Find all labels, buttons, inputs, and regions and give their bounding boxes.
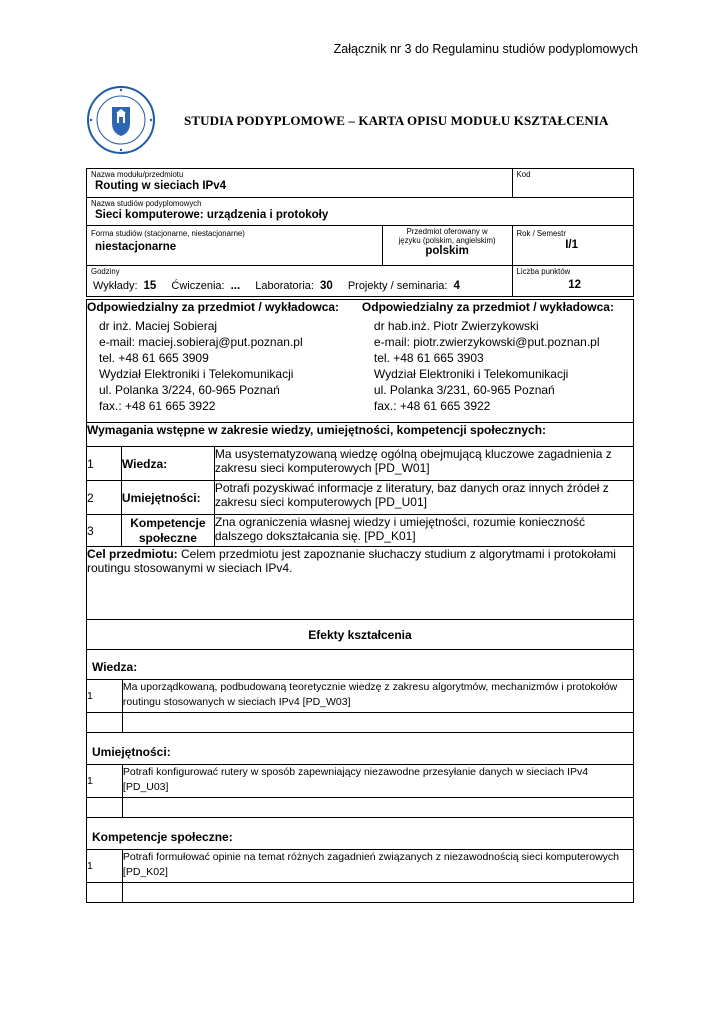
points-value: 12	[568, 278, 581, 291]
responsible-1-dept: Wydział Elektroniki i Telekomunikacji	[99, 367, 294, 381]
responsible-1-tel: tel. +48 61 665 3909	[99, 351, 209, 365]
lab-label: Laboratoria:	[255, 279, 314, 292]
module-name: Routing w sieciach IPv4	[95, 179, 227, 192]
university-seal-logo	[86, 85, 156, 155]
outcomes-social-title: Kompetencje społeczne:	[87, 818, 634, 850]
attachment-note: Załącznik nr 3 do Regulaminu studiów podyplomowych	[333, 42, 638, 56]
requirement-3-text: Zna ograniczenia własnej wiedzy i umiejętności, rozumie konieczność dalszego dokształcania się. [PD_K01]	[214, 515, 633, 547]
responsible-1-email: e-mail: maciej.sobieraj@put.poznan.pl	[99, 335, 303, 349]
outcome-row	[87, 765, 634, 798]
requirement-2-num: 2	[87, 481, 122, 515]
outcome-skills-num: 1	[87, 765, 123, 798]
responsible-2-address: ul. Polanka 3/231, 60-965 Poznań	[373, 383, 555, 397]
outcome-row	[87, 850, 634, 883]
requirement-1-category: Wiedza:	[121, 447, 214, 481]
module-name-label: Nazwa modułu/przedmiotu	[91, 170, 184, 179]
learning-outcomes-table	[86, 619, 634, 903]
responsible-2-fax: fax.: +48 61 665 3922	[373, 399, 491, 413]
year-semester-label: Rok / Semestr	[516, 229, 566, 238]
lectures-value: 15	[143, 279, 157, 292]
outcomes-skills-title: Umiejętności:	[87, 733, 634, 765]
projects-value: 4	[453, 279, 460, 292]
points-label: Liczba punktów	[516, 267, 571, 276]
requirement-2-category: Umiejętności:	[121, 481, 214, 515]
exercises-label: Ćwiczenia:	[171, 279, 225, 292]
requirement-row	[87, 515, 634, 547]
responsible-2-email: e-mail: piotr.zwierzykowski@put.poznan.pl	[373, 335, 600, 349]
outcome-empty-row	[87, 713, 634, 733]
page-title: STUDIA PODYPLOMOWE – KARTA OPISU MODUŁU KSZTAŁCENIA	[184, 113, 609, 128]
requirements-heading: Wymagania wstępne w zakresie wiedzy, umiejętności, kompetencji społecznych:	[87, 423, 634, 447]
exercises-value: ...	[230, 279, 241, 292]
responsible-1-heading: Odpowiedzialny za przedmiot / wykładowca:	[87, 300, 340, 314]
requirement-row	[87, 447, 634, 481]
year-semester: I/1	[565, 238, 578, 251]
details-table	[86, 299, 634, 620]
studies-label: Nazwa studiów podyplomowych	[91, 199, 202, 208]
responsible-2-name: dr hab.inż. Piotr Zwierzykowski	[373, 319, 539, 333]
study-form: niestacjonarne	[95, 240, 177, 253]
requirement-1-text: Ma usystematyzowaną wiedzę ogólną obejmującą kluczowe zagadnienia z zakresu sieci komputerowych [PD_W01]	[214, 447, 633, 481]
requirement-1-num: 1	[87, 447, 122, 481]
responsible-1-address: ul. Polanka 3/224, 60-965 Poznań	[99, 383, 280, 397]
hours-line	[87, 277, 512, 292]
outcome-social-num: 1	[87, 850, 123, 883]
outcomes-heading: Efekty kształcenia	[87, 620, 634, 650]
hours-label: Godziny	[91, 267, 120, 276]
lab-value: 30	[319, 279, 333, 292]
responsible-2-tel: tel. +48 61 665 3903	[373, 351, 484, 365]
requirement-3-num: 3	[87, 515, 122, 547]
outcome-knowledge-text: Ma uporządkowaną, podbudowaną teoretycznie wiedzę z zakresu algorytmów, mechanizmów i protokołów routingu stosowanych w sieciach IPv4 [PD_W03]	[122, 680, 633, 713]
outcome-social-text: Potrafi formułować opinie na temat różnych zagadnień związanych z niezawodnością sieci komputerowych [PD_K02]	[122, 850, 633, 883]
code-value	[513, 180, 633, 182]
responsible-1-name: dr inż. Maciej Sobieraj	[99, 319, 218, 333]
requirement-row	[87, 481, 634, 515]
language-label: Przedmiot oferowany w języku (polskim, angielskim)	[398, 227, 496, 245]
study-form-label: Forma studiów (stacjonarne, niestacjonarne)	[91, 229, 245, 238]
outcome-empty-row	[87, 883, 634, 903]
projects-label: Projekty / seminaria:	[347, 279, 448, 292]
responsible-2-dept: Wydział Elektroniki i Telekomunikacji	[373, 367, 569, 381]
language: polskim	[425, 245, 469, 258]
code-label: Kod	[516, 170, 531, 179]
module-info-table	[86, 168, 634, 297]
outcome-row	[87, 680, 634, 713]
course-goal	[87, 547, 634, 620]
requirement-3-category: Kompetencje społeczne	[121, 515, 214, 547]
outcome-knowledge-num: 1	[87, 680, 123, 713]
course-goal-label: Cel przedmiotu:	[87, 547, 178, 561]
responsible-2-heading: Odpowiedzialny za przedmiot / wykładowca:	[361, 300, 614, 314]
responsible-1-fax: fax.: +48 61 665 3922	[99, 399, 216, 413]
lectures-label: Wykłady:	[93, 279, 138, 292]
course-goal-text: Celem przedmiotu jest zapoznanie słuchaczy studium z algorytmami i protokołami routingu stosowanymi w sieciach IPv4.	[87, 547, 616, 575]
outcomes-knowledge-title: Wiedza:	[87, 650, 634, 680]
requirement-2-text: Potrafi pozyskiwać informacje z literatury, baz danych oraz innych źródeł z zakresu sieci komputerowych [PD_U01]	[214, 481, 633, 515]
outcome-skills-text: Potrafi konfigurować rutery w sposób zapewniający niezawodne przesyłanie danych w sieciach IPv4 [PD_U03]	[122, 765, 633, 798]
studies-name: Sieci komputerowe: urządzenia i protokoły	[95, 208, 329, 221]
outcome-empty-row	[87, 798, 634, 818]
